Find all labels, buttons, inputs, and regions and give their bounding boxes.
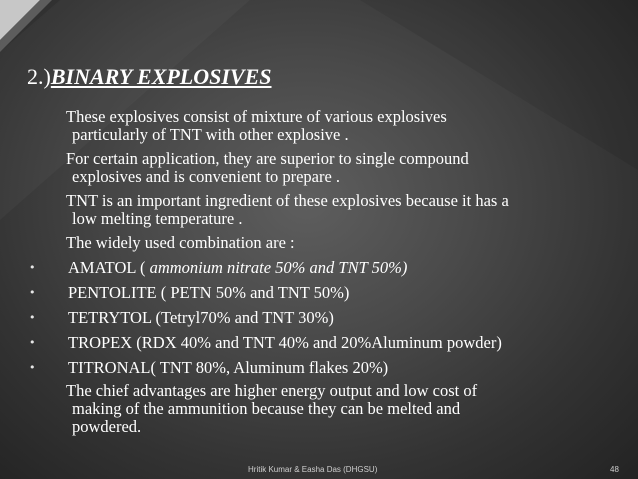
bullet-icon: • bbox=[29, 361, 36, 374]
paragraph-line: making of the ammunition because they can be melted and bbox=[72, 399, 461, 418]
paragraph-line: For certain application, they are superior to single compound bbox=[66, 149, 469, 168]
paragraph-line: powdered. bbox=[72, 417, 142, 436]
paragraph-combinations-intro bbox=[0, 234, 638, 252]
paragraph-application bbox=[0, 150, 638, 186]
paragraph-line: explosives and is convenient to prepare . bbox=[72, 167, 341, 186]
paragraph-tnt bbox=[0, 192, 638, 228]
paragraph-line: TNT is an important ingredient of these explosives because it has a bbox=[66, 191, 509, 210]
bullet-icon: • bbox=[29, 286, 36, 299]
paragraph-line: The chief advantages are higher energy output and low cost of bbox=[66, 381, 478, 400]
list-item-titronal bbox=[0, 359, 638, 377]
slide-body bbox=[0, 108, 638, 436]
title-prefix: 2.) bbox=[27, 64, 51, 89]
list-item-tetrytol bbox=[0, 309, 638, 327]
slide-footer bbox=[0, 465, 638, 479]
footer-authors: Hritik Kumar & Easha Das (DHGSU) bbox=[248, 465, 378, 474]
bullet-name: AMATOL ( bbox=[68, 258, 146, 277]
list-item-pentolite bbox=[0, 284, 638, 302]
list-item-amatol bbox=[0, 259, 638, 277]
title-text: BINARY EXPLOSIVES bbox=[50, 64, 272, 89]
bullet-icon: • bbox=[29, 311, 36, 324]
paragraph-composition bbox=[0, 108, 638, 144]
bullet-text: TETRYTOL (Tetryl70% and TNT 30%) bbox=[68, 308, 334, 327]
paragraph-line: particularly of TNT with other explosive . bbox=[72, 125, 349, 144]
paragraph-advantages bbox=[0, 382, 638, 436]
paragraph-line: low melting temperature . bbox=[72, 209, 243, 228]
paragraph-line: These explosives consist of mixture of various explosives bbox=[66, 107, 447, 126]
bullet-icon: • bbox=[29, 261, 36, 274]
bullet-text: PENTOLITE ( PETN 50% and TNT 50%) bbox=[68, 283, 350, 302]
bullet-text: TROPEX (RDX 40% and TNT 40% and 20%Aluminum powder) bbox=[68, 333, 502, 352]
paragraph-line: The widely used combination are : bbox=[66, 233, 295, 252]
bullet-icon: • bbox=[29, 336, 36, 349]
slide-title bbox=[27, 64, 272, 90]
bullet-text: TITRONAL( TNT 80%, Aluminum flakes 20%) bbox=[68, 358, 389, 377]
slide-number: 48 bbox=[610, 465, 619, 474]
bullet-detail: ammonium nitrate 50% and TNT 50%) bbox=[149, 258, 408, 277]
list-item-tropex bbox=[0, 334, 638, 352]
